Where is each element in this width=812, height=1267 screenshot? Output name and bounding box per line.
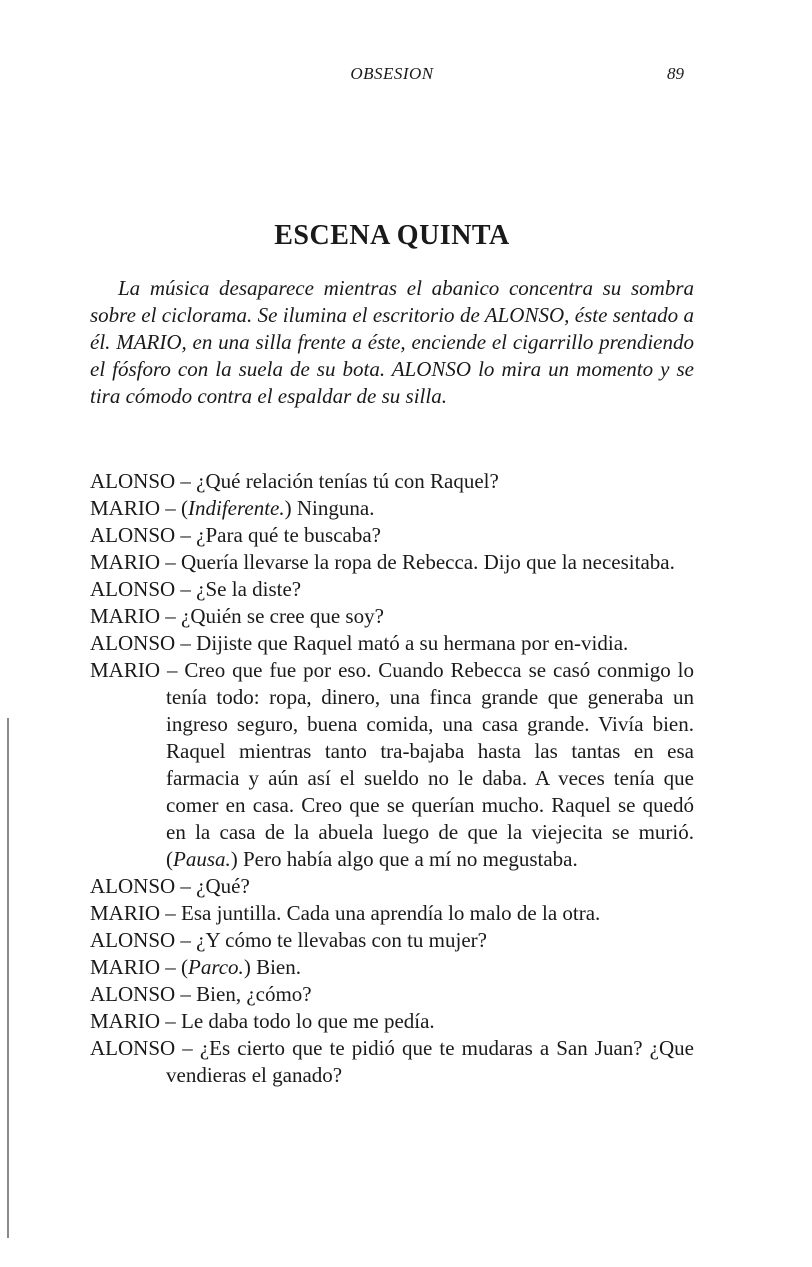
speaker-separator: –: [175, 469, 197, 493]
speaker-separator: –: [175, 523, 197, 547]
speech-text: ¿Qué relación tenías tú con Raquel?: [196, 469, 499, 493]
parenthetical-direction: Parco.: [188, 955, 244, 979]
speech-text: Esa juntilla. Cada una aprendía lo malo de la otra.: [181, 901, 601, 925]
speaker-separator: –: [175, 631, 197, 655]
speech-text: ¿Quién se cree que soy?: [181, 604, 384, 628]
dialogue-line: [90, 927, 694, 954]
dialogue-line: [90, 576, 694, 603]
speech-text: ¿Es cierto que te pidió que te mudaras a San Juan? ¿Que vendieras el ganado?: [166, 1036, 694, 1087]
speech-text: Bien, ¿cómo?: [196, 982, 312, 1006]
speaker-name: ALONSO: [90, 928, 176, 952]
speech-text: Creo que fue por eso. Cuando Rebecca se casó conmigo lo tenía todo: ropa, dinero, una finca grande que generaba un ingreso seguro, buena comida, una casa grande. Vivía bien. Raquel mientras tanto tra-bajaba hasta las tantas en esa farmacia y aún así el sueldo no le daba. A veces tenía que comer en casa. Creo que se querían mucho. Raquel se quedó en la casa de la abuela luego de que la viejecita se murió.: [166, 658, 695, 844]
speaker-separator: –: [175, 577, 197, 601]
speaker-separator: –: [160, 901, 182, 925]
dialogue-line: [90, 603, 694, 630]
speaker-name: ALONSO: [90, 1036, 176, 1060]
dialogue-line: MARIO – Creo que fue por eso. Cuando Rebecca se casó conmigo lo tenía todo: ropa, dinero, una finca grande que generaba un ingreso seguro, buena comida, una casa grande. Vivía bien. Raquel mientras tanto tra-bajaba hasta las tantas en esa farmacia y aún así el sueldo no le daba. A veces tenía que comer en casa. Creo que se querían mucho. Raquel se quedó en la casa de la abuela luego de que la viejecita se murió. (Pausa.) Pero había algo que a mí no megustaba.: [90, 658, 695, 871]
speech-text: Bien.: [250, 955, 301, 979]
page-number: 89: [667, 64, 684, 83]
speaker-separator: –: [160, 658, 185, 682]
dialogue-line: [90, 1035, 694, 1089]
speaker-separator: –: [175, 982, 197, 1006]
dialogue-line: [90, 981, 694, 1008]
running-title: OBSESION: [350, 64, 434, 83]
speaker-name: MARIO: [90, 496, 161, 520]
dialogue-line: MARIO – (Indiferente.) Ninguna.: [90, 496, 375, 520]
speaker-name: MARIO: [90, 1009, 161, 1033]
speech-text: Le daba todo lo que me pedía.: [181, 1009, 435, 1033]
speaker-separator: –: [160, 496, 182, 520]
speaker-separator: –: [175, 928, 197, 952]
stage-direction: La música desaparece mientras el abanico concentra su sombra sobre el ciclorama. Se ilumina el escritorio de ALONSO, éste sentado a él. MARIO, en una silla frente a éste, enciende el cigarrillo prendiendo el fósforo con la suela de su bota. ALONSO lo mira un momento y se tira cómodo contra el espaldar de su silla.: [90, 276, 694, 408]
dialogue-line: [90, 549, 694, 576]
speech-text: Quería llevarse la ropa de Rebecca. Dijo que la necesitaba.: [181, 550, 675, 574]
dialogue-line: [90, 1008, 694, 1035]
speech-text: ¿Se la diste?: [196, 577, 302, 601]
speech-text: Dijiste que Raquel mató a su hermana por en-vidia.: [196, 631, 629, 655]
page-edge-line: [7, 718, 9, 1238]
speaker-name: MARIO: [90, 550, 161, 574]
speech-text: ¿Qué?: [196, 874, 250, 898]
dialogue-line: [90, 900, 694, 927]
scene-title: ESCENA QUINTA: [274, 220, 510, 251]
parenthetical-direction: Indiferente.: [188, 496, 285, 520]
parenthetical-direction: Pausa.: [173, 847, 231, 871]
speaker-separator: –: [175, 874, 197, 898]
dialogue-line: [90, 468, 694, 495]
dialogue-line: MARIO – (Parco.) Bien.: [90, 955, 301, 979]
dialogue-line: [90, 630, 694, 657]
speech-text: Ninguna.: [291, 496, 375, 520]
speech-text: ¿Y cómo te llevabas con tu mujer?: [196, 928, 487, 952]
speaker-separator: –: [160, 1009, 182, 1033]
dialogue: [90, 468, 694, 1089]
page-header: [90, 64, 694, 88]
speaker-name: MARIO: [90, 901, 161, 925]
speaker-separator: –: [160, 550, 182, 574]
speaker-name: ALONSO: [90, 874, 176, 898]
speaker-separator: –: [175, 1036, 200, 1060]
speaker-name: ALONSO: [90, 469, 176, 493]
speaker-name: ALONSO: [90, 982, 176, 1006]
speaker-name: MARIO: [90, 658, 161, 682]
speaker-name: MARIO: [90, 955, 161, 979]
speaker-separator: –: [160, 604, 182, 628]
speaker-separator: –: [160, 955, 182, 979]
dialogue-line: [90, 873, 694, 900]
speech-text: ¿Para qué te buscaba?: [196, 523, 381, 547]
speaker-name: MARIO: [90, 604, 161, 628]
speaker-name: ALONSO: [90, 577, 176, 601]
speaker-name: ALONSO: [90, 523, 176, 547]
speaker-name: ALONSO: [90, 631, 176, 655]
speech-text: Pero había algo que a mí no megustaba.: [237, 847, 578, 871]
dialogue-line: [90, 522, 694, 549]
